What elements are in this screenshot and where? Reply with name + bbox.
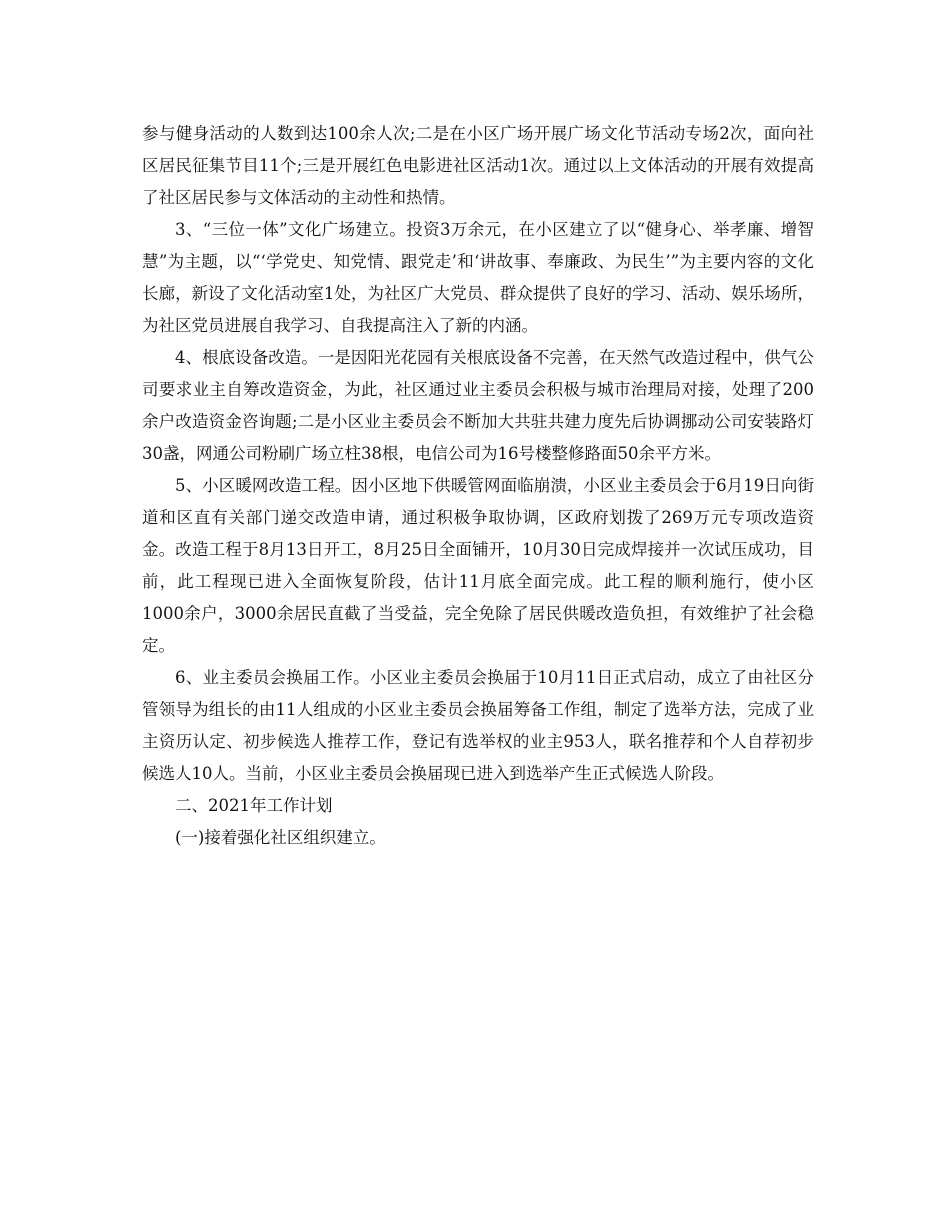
subsection-heading-organization: (一)接着强化社区组织建立。 — [175, 828, 386, 847]
paragraph-fitness-activities: 参与健身活动的人数到达100余人次;二是在小区广场开展广场文化节活动专场2次，面向社区居民征集节目11个;三是开展红色电影进社区活动1次。通过以上文体活动的开展有效提高了社区居民参与文体活动的主动性和热情。 — [142, 124, 814, 207]
paragraph-culture-square: 3、“三位一体”文化广场建立。投资3万余元，在小区建立了以“健身心、举孝廉、增智慧”为主题，以“‘学党史、知党情、跟党走’和‘讲故事、奉廉政、为民生’”为主要内容的文化长廊，新设了文化活动室1处，为社区广大党员、群众提供了良好的学习、活动、娱乐场所，为社区党员进展自我学习、自我提高注入了新的内涵。 — [142, 220, 814, 335]
paragraph-owners-committee: 6、业主委员会换届工作。小区业主委员会换届于10月11日正式启动，成立了由社区分管领导为组长的由11人组成的小区业主委员会换届筹备工作组，制定了选举方法，完成了业主资历认定、初步候选人推荐工作，登记有选举权的业主953人，联名推荐和个人自荐初步候选人10人。当前，小区业主委员会换届现已进入到选举产生正式候选人阶段。 — [142, 668, 814, 783]
paragraph-infrastructure: 4、根底设备改造。一是因阳光花园有关根底设备不完善，在天然气改造过程中，供气公司要求业主自筹改造资金，为此，社区通过业主委员会积极与城市治理局对接，处理了200余户改造资金咨询题;二是小区业主委员会不断加大共驻共建力度先后协调挪动公司安装路灯30盏，网通公司粉刷广场立柱38根，电信公司为16号楼整修路面50余平方米。 — [142, 348, 814, 463]
paragraph-heating-network: 5、小区暖网改造工程。因小区地下供暖管网面临崩溃，小区业主委员会于6月19日向街道和区直有关部门递交改造申请，通过积极争取协调，区政府划拨了269万元专项改造资金。改造工程于8月13日开工，8月25日全面铺开，10月30日完成焊接并一次试压成功，目前，此工程现已进入全面恢复阶段，估计11月底全面完成。此工程的顺利施行，使小区1000余户，3000余居民直截了当受益，完全免除了居民供暖改造负担，有效维护了社会稳定。 — [142, 476, 814, 655]
section-heading-work-plan: 二、2021年工作计划 — [175, 796, 333, 815]
document-page — [142, 118, 814, 854]
